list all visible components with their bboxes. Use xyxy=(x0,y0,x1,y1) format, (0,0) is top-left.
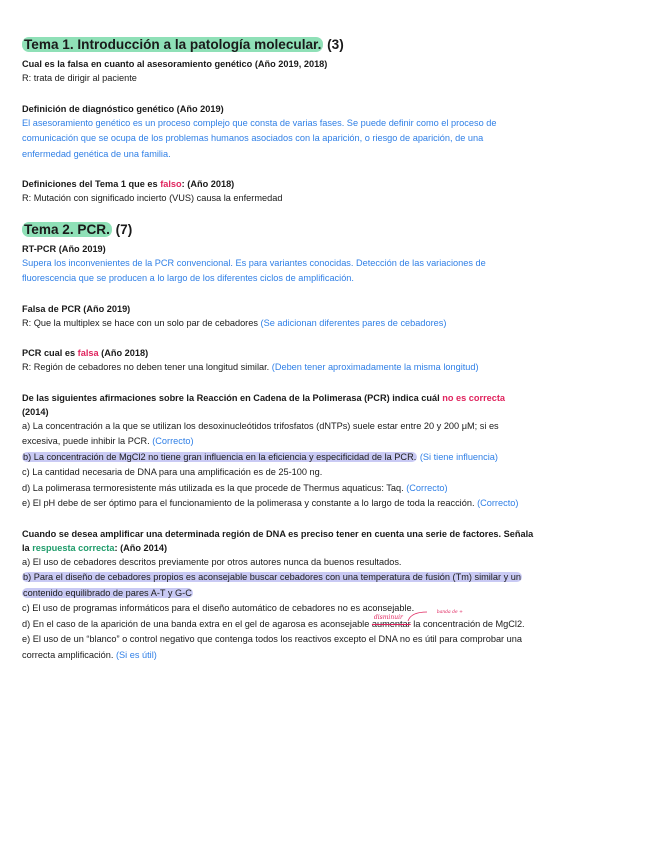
question-text: PCR cual es xyxy=(22,348,78,358)
question-year: : (Año 2018) xyxy=(181,179,235,189)
highlighted-option: contenido equilibrado de pares A-T y G-C xyxy=(23,587,192,598)
answer-text: R: Que la multiplex se hace con un solo par de cebadores xyxy=(22,317,261,328)
document-page xyxy=(22,36,622,663)
option-e: e) El uso de un “blanco” o control negativo que contenga todos los reactivos excepto el DNA no es útil para comprobar una xyxy=(22,634,522,644)
option-d xyxy=(22,481,622,497)
option-note: (Si es útil) xyxy=(115,649,157,660)
answer xyxy=(22,360,622,376)
option-text: d) La polimerasa termoresistente más utilizada es la que procede de Thermus aquaticus: Taq. xyxy=(22,482,407,493)
question: Cual es la falsa en cuanto al asesoramiento genético (Año 2019, 2018) xyxy=(22,59,328,69)
topic-count-1: (3) xyxy=(327,37,344,52)
question-text: De las siguientes afirmaciones sobre la Reacción en Cadena de la Polimerasa (PCR) indica cuál xyxy=(22,392,443,403)
struck-text: aumentar xyxy=(371,618,411,629)
answer-note: (Deben tener aproximadamente la misma longitud) xyxy=(271,362,479,372)
handwritten-correction: disminuir xyxy=(373,613,403,621)
keyword-false: falso xyxy=(160,179,182,189)
option-text: e) El pH debe de ser óptimo para el funcionamiento de la polimerasa y constante a lo largo de toda la reacción. xyxy=(22,498,478,508)
option-a-cont xyxy=(22,434,622,450)
answer-line: fluorescencia que se producen a lo largo de los diferentes ciclos de amplificación. xyxy=(22,273,354,283)
option-b-cont xyxy=(22,586,622,602)
option-b xyxy=(22,570,622,586)
topic-title-2: Tema 2. PCR. xyxy=(24,221,110,237)
question-text: Definiciones del Tema 1 que es xyxy=(22,179,161,189)
option-text: la concentración de MgCl2. xyxy=(410,618,525,629)
answer-text: R: Región de cebadores no deben tener una longitud similar. xyxy=(22,362,272,372)
handwritten-side-note: banda de + xyxy=(436,609,463,615)
option-c: c) El uso de programas informáticos para el diseño automático de cebadores no es aconsejable. xyxy=(22,603,415,613)
question: Cuando se desea amplificar una determinada región de DNA es preciso tener en cuenta una serie de factores. Señala xyxy=(22,528,534,539)
keyword-false: falsa xyxy=(77,348,99,358)
answer: R: trata de dirigir al paciente xyxy=(22,73,137,83)
topic-heading-1 xyxy=(22,36,622,53)
option-e-cont xyxy=(22,648,622,664)
question: Definición de diagnóstico genético (Año 2019) xyxy=(22,103,224,114)
topic-title-1: Tema 1. Introducción a la patología molecular. xyxy=(24,37,322,52)
question xyxy=(22,391,622,405)
answer-note: (Se adicionan diferentes pares de cebadores) xyxy=(260,317,447,328)
question: Falsa de PCR (Año 2019) xyxy=(22,303,131,314)
topic-heading-2 xyxy=(22,221,622,238)
question-text: la xyxy=(22,542,33,553)
question: RT-PCR (Año 2019) xyxy=(22,243,106,254)
question-year: : (Año 2014) xyxy=(114,542,168,553)
option-note: (Correcto) xyxy=(152,436,194,446)
option-note: (Correcto) xyxy=(477,498,519,508)
answer-line: comunicación que se ocupa de los problemas humanos asociados con la aparición, o riesgo de aparición, de una xyxy=(22,133,484,143)
option-a: a) El uso de cebadores descritos previamente por otros autores nunca da buenos resultados. xyxy=(22,556,402,567)
answer-line: El asesoramiento genético es un proceso complejo que consta de varias fases. Se puede definir como el proceso de xyxy=(22,117,497,128)
question xyxy=(22,346,622,360)
option-note: (Correcto) xyxy=(406,482,448,493)
option-c: c) La cantidad necesaria de DNA para una amplificación es de 25-100 ng. xyxy=(22,467,323,477)
option-text: excesiva, puede inhibir la PCR. xyxy=(22,436,153,446)
topic-count-2: (7) xyxy=(115,221,133,237)
option-b xyxy=(22,450,622,466)
answer-line: enfermedad genética de una familia. xyxy=(22,148,171,159)
keyword-correct: respuesta correcta xyxy=(32,542,115,553)
answer-line: Supera los inconvenientes de la PCR convencional. Es para variantes conocidas. Detección de las variaciones de xyxy=(22,257,486,268)
highlighted-option: b) Para el diseño de cebadores propios es aconsejable buscar cebadores con una temperatura de fusión (Tm) similar y un xyxy=(23,572,521,582)
option-note: (Si tiene influencia) xyxy=(417,451,498,462)
option-a: a) La concentración a la que se utilizan los desoxinucleótidos trifosfatos (dNTPs) suele estar entre 20 y 200 μM; si es xyxy=(22,420,499,431)
question xyxy=(22,177,622,191)
answer xyxy=(22,316,622,332)
question-year: (Año 2018) xyxy=(98,348,149,358)
highlighted-option: b) La concentración de MgCl2 no tiene gran influencia en la eficiencia y especificidad de la PCR. xyxy=(23,451,417,462)
option-e xyxy=(22,496,622,512)
question-year: (2014) xyxy=(22,406,49,417)
option-text: d) En el caso de la aparición de una banda extra en el gel de agarosa es aconsejable xyxy=(22,618,372,629)
question-cont xyxy=(22,541,622,555)
side-annotation xyxy=(410,609,525,629)
keyword-not-correct: no es correcta xyxy=(442,392,506,403)
annotation-arrow-icon xyxy=(405,609,435,623)
answer: R: Mutación con significado incierto (VUS) causa la enfermedad xyxy=(22,193,283,203)
option-text: correcta amplificación. xyxy=(22,649,116,660)
option-d xyxy=(22,609,622,633)
